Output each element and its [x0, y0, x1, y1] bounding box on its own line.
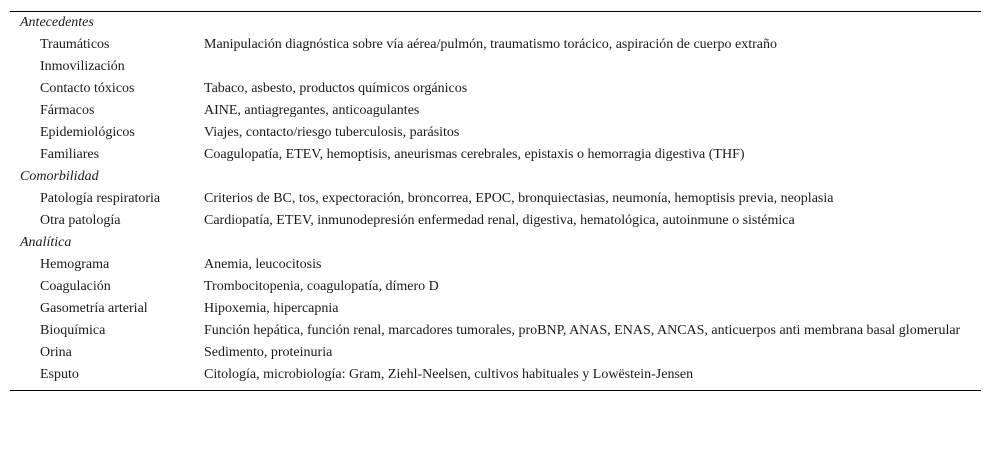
row-value: Cardiopatía, ETEV, inmunodepresión enfermedad renal, digestiva, hematológica, autoinmune o sistémica [204, 213, 795, 228]
section-title: Comorbilidad [20, 169, 99, 184]
row-value: Manipulación diagnóstica sobre vía aérea/pulmón, traumatismo torácico, aspiración de cuerpo extraño [204, 37, 778, 52]
row-value: Viajes, contacto/riesgo tuberculosis, parásitos [204, 125, 460, 140]
table-row [10, 364, 981, 386]
section-header-comorbilidad [10, 166, 981, 188]
table-row [10, 254, 981, 276]
table-row [10, 34, 981, 56]
row-label: Traumáticos [40, 37, 110, 52]
row-label: Coagulación [40, 279, 111, 294]
row-value: AINE, antiagregantes, anticoagulantes [204, 103, 420, 118]
row-value: Hipoxemia, hipercapnia [204, 301, 339, 316]
section-title: Analítica [20, 235, 72, 250]
row-label: Otra patología [40, 213, 121, 228]
row-label: Esputo [40, 367, 79, 382]
row-value: Citología, microbiología: Gram, Ziehl-Neelsen, cultivos habituales y Lowëstein-Jensen [204, 367, 694, 382]
row-label: Inmovilización [40, 59, 125, 74]
row-value: Sedimento, proteinuria [204, 345, 333, 360]
section-header-antecedentes [10, 12, 981, 34]
table-row [10, 320, 981, 342]
table-row [10, 56, 981, 78]
row-label: Orina [40, 345, 72, 360]
row-value: Coagulopatía, ETEV, hemoptisis, aneurismas cerebrales, epistaxis o hemorragia digestiva (THF) [204, 147, 745, 162]
row-label: Bioquímica [40, 323, 106, 338]
row-value: Criterios de BC, tos, expectoración, broncorrea, EPOC, bronquiectasias, neumonía, hemoptisis previa, neoplasia [204, 191, 834, 206]
row-value [194, 56, 981, 78]
section-title: Antecedentes [20, 15, 94, 30]
row-value: Anemia, leucocitosis [204, 257, 322, 272]
table-row [10, 100, 981, 122]
row-value: Tabaco, asbesto, productos químicos orgánicos [204, 81, 468, 96]
row-label: Hemograma [40, 257, 110, 272]
row-label: Familiares [40, 147, 100, 162]
clinical-table [10, 11, 981, 391]
table-row [10, 78, 981, 100]
table-row [10, 188, 981, 210]
table-row [10, 298, 981, 320]
clinical-table-grid [10, 12, 981, 386]
row-label: Fármacos [40, 103, 95, 118]
row-label: Gasometría arterial [40, 301, 148, 316]
row-label: Patología respiratoria [40, 191, 161, 206]
row-label: Contacto tóxicos [40, 81, 135, 96]
table-row [10, 122, 981, 144]
table-row [10, 342, 981, 364]
table-row [10, 210, 981, 232]
table-row [10, 144, 981, 166]
section-header-analitica [10, 232, 981, 254]
row-label: Epidemiológicos [40, 125, 135, 140]
row-value: Función hepática, función renal, marcadores tumorales, proBNP, ANAS, ENAS, ANCAS, anticuerpos anti membrana basal glomerular [204, 323, 961, 338]
table-row [10, 276, 981, 298]
row-value: Trombocitopenia, coagulopatía, dímero D [204, 279, 439, 294]
